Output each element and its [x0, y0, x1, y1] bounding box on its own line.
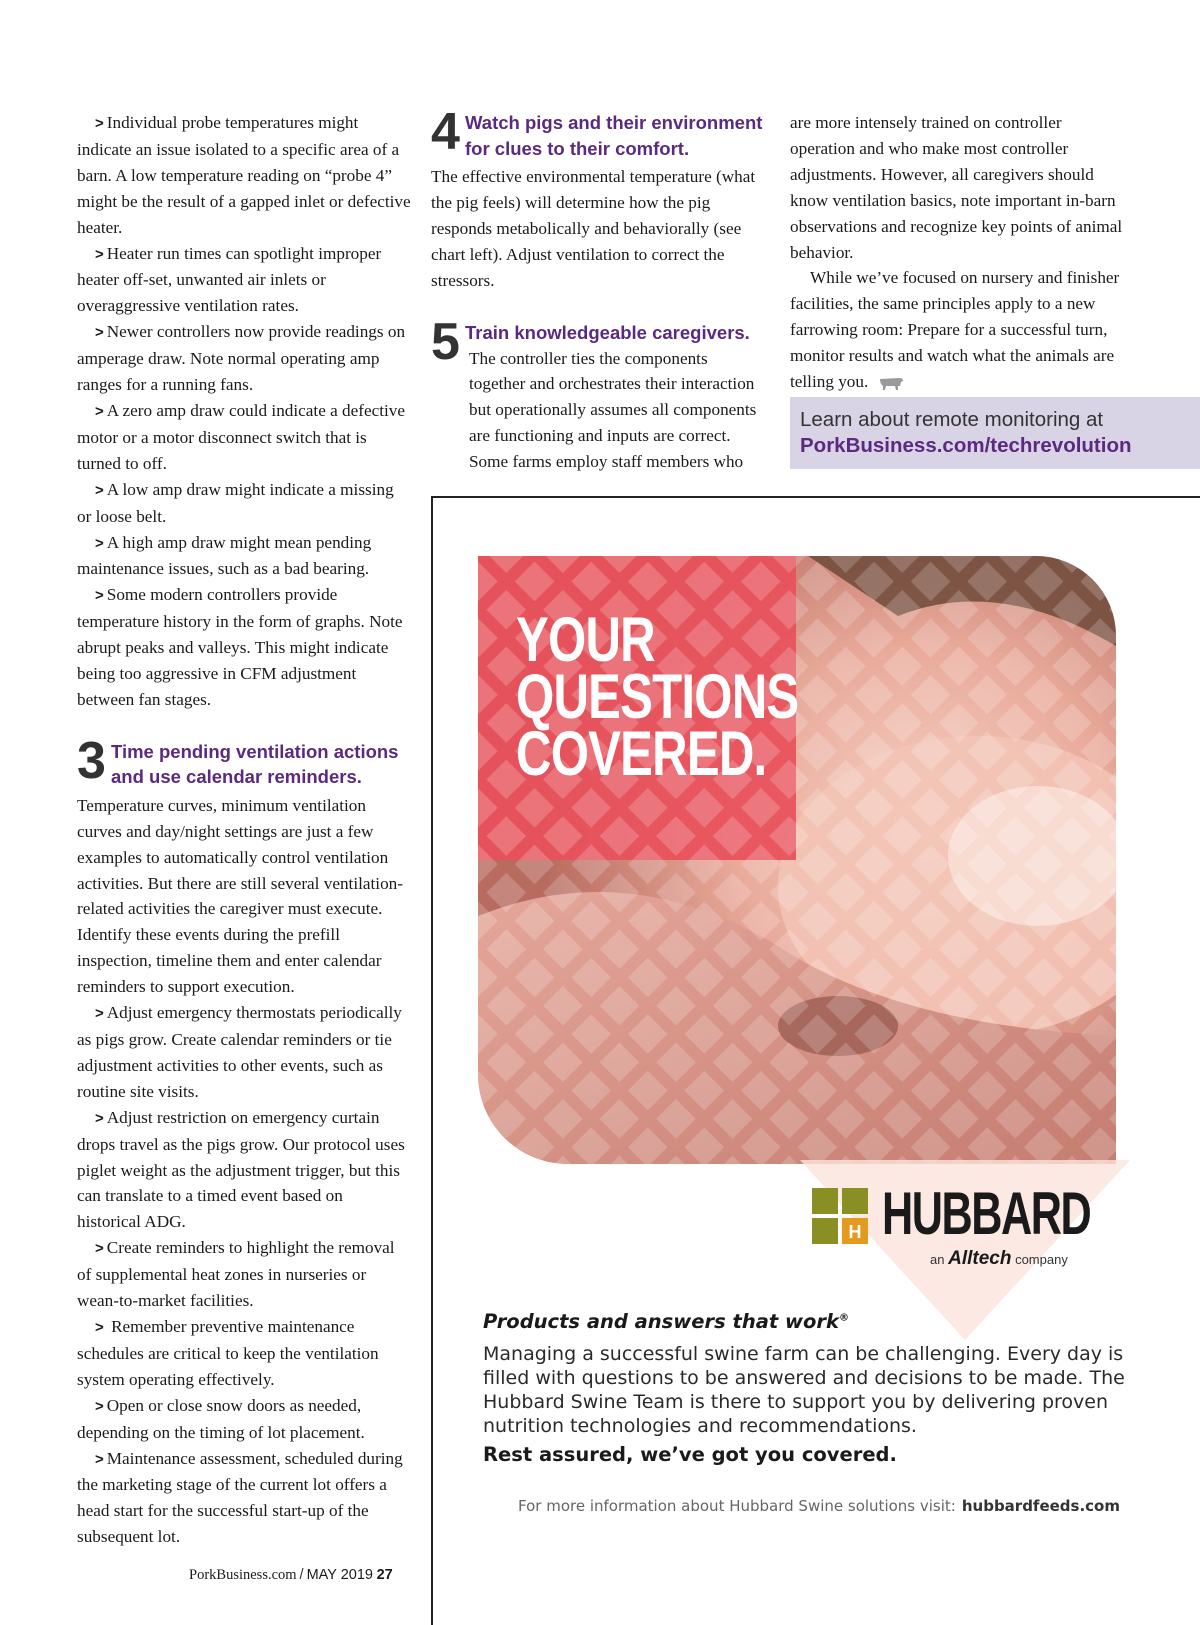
footer-site: PorkBusiness.com — [189, 1567, 297, 1583]
section-body: The effective environmental temperature (what the pig feels) will determine how the pig responds metabolically and behaviorally (see chart left). Adjust ventilation to correct the stressors. — [431, 167, 756, 290]
page-footer — [189, 1567, 393, 1584]
section-title: Watch pigs and their environment for clues to their comfort. — [465, 112, 763, 159]
footer-separator: / — [299, 1567, 304, 1583]
ad-tagline: Products and answers that work® — [483, 1310, 849, 1333]
bullet-item: > Maintenance assessment, scheduled during the marketing stage of the current lot offers a head start for the successful start-up of the subsequent lot. — [77, 1448, 403, 1547]
section-title: Time pending ventilation actions and use calendar reminders. — [111, 740, 399, 788]
bullet-item: > Heater run times can spotlight improper heater off-set, unwanted air inlets or overaggressive ventilation rates. — [77, 243, 382, 316]
hubbard-logo — [812, 1180, 1112, 1269]
section-body-lead: The controller ties the components together and orchestrates their interaction but operationally assumes all components are functioning and inputs are correct. Some farms employ staff members who — [469, 348, 757, 472]
section-number: 5 — [431, 312, 460, 371]
callout-text: Learn about remote monitoring at — [800, 408, 1104, 431]
pig-icon — [878, 375, 904, 391]
bullet-item: > Adjust restriction on emergency curtain drops travel as the pigs grow. Our protocol uses piglet weight as the adjustment trigger, but this can translate to a timed event based on historical ADG. — [77, 1107, 405, 1232]
section-number: 4 — [431, 103, 460, 161]
bullet-item: > Newer controllers now provide readings on amperage draw. Note normal operating amp ranges for a running fans. — [77, 322, 406, 395]
section-3-heading — [77, 731, 411, 791]
ad-body: Managing a successful swine farm can be challenging. Every day is filled with questions to be answered and decisions to be made. The Hubbard Swine Team is there to support you by delivering proven nutrition technologies and recommendations. — [483, 1343, 1125, 1437]
alltech-logo: Alltech — [948, 1248, 1012, 1269]
bullet-item: > Open or close snow doors as needed, depending on the timing of lot placement. — [77, 1395, 365, 1442]
bullet-item: > Remember preventive maintenance schedules are critical to keep the ventilation system operating effectively. — [77, 1316, 379, 1389]
bullet-item: > Individual probe temperatures might indicate an issue isolated to a specific area of a barn. A low temperature reading on “probe 4” might be the result of a gapped inlet or defective heater. — [77, 113, 411, 237]
brand-name: HUBBARD — [882, 1180, 1091, 1247]
ad-headline: YOUR QUESTIONS COVERED. — [516, 605, 799, 789]
article-column-1 — [77, 110, 411, 1550]
footer-date: MAY 2019 — [306, 1567, 373, 1583]
ad-closing-line: Rest assured, we’ve got you covered. — [483, 1443, 897, 1466]
bullet-item: > Adjust emergency thermostats periodically as pigs grow. Create calendar reminders or tie adjustment activities to other events, such as routine site visits. — [77, 1003, 402, 1101]
section-number: 3 — [77, 731, 106, 790]
ad-more-info: For more information about Hubbard Swine solutions visit: hubbardfeeds.com — [518, 1497, 1120, 1515]
bullet-item: > A zero amp draw could indicate a defective motor or a motor disconnect switch that is turned to off. — [77, 400, 406, 473]
bullet-item: > A high amp draw might mean pending maintenance issues, such as a bad bearing. — [77, 532, 372, 579]
bullet-item: > Create reminders to highlight the removal of supplemental heat zones in nurseries or wean-to-market facilities. — [77, 1238, 395, 1311]
bullet-item: > A low amp draw might indicate a missing or loose belt. — [77, 479, 394, 526]
bullet-item: > Some modern controllers provide temperature history in the form of graphs. Note abrupt peaks and valleys. This might indicate being too aggressive in CFM adjustment between fan stages. — [77, 585, 403, 709]
paragraph-end: While we’ve focused on nursery and finisher facilities, the same principles apply to a new farrowing room: Prepare for a successful turn, monitor results and watch what the animals are telling you. — [790, 268, 1120, 392]
ad-website-link[interactable]: hubbardfeeds.com — [961, 1497, 1120, 1515]
hubbard-logo-mark — [812, 1188, 868, 1244]
article-column-2 — [431, 103, 767, 475]
page-number: 27 — [376, 1567, 393, 1583]
section-5-heading — [431, 312, 767, 371]
remote-monitoring-callout — [790, 397, 1200, 469]
article-column-3 — [790, 110, 1130, 395]
section-body: Temperature curves, minimum ventilation curves and day/night settings are just a few examples to automatically control ventilation activities. But there are still several ventilation-related activities the caregiver must execute. Identify these events during the prefill inspection, timeline them and enter calendar reminders to support execution. — [77, 795, 403, 997]
brand-subline: an Alltech company — [930, 1248, 1068, 1269]
section-title: Train knowledgeable caregivers. — [465, 321, 750, 343]
svg-text:H: H — [848, 1222, 862, 1242]
section-4-heading — [431, 103, 767, 162]
paragraph: are more intensely trained on controller operation and who make most controller adjustments. However, all caregivers should know ventilation basics, note important in-barn observations and recognize key points of animal behavior. — [790, 113, 1123, 262]
callout-link[interactable]: PorkBusiness.com/techrevolution — [800, 434, 1132, 457]
